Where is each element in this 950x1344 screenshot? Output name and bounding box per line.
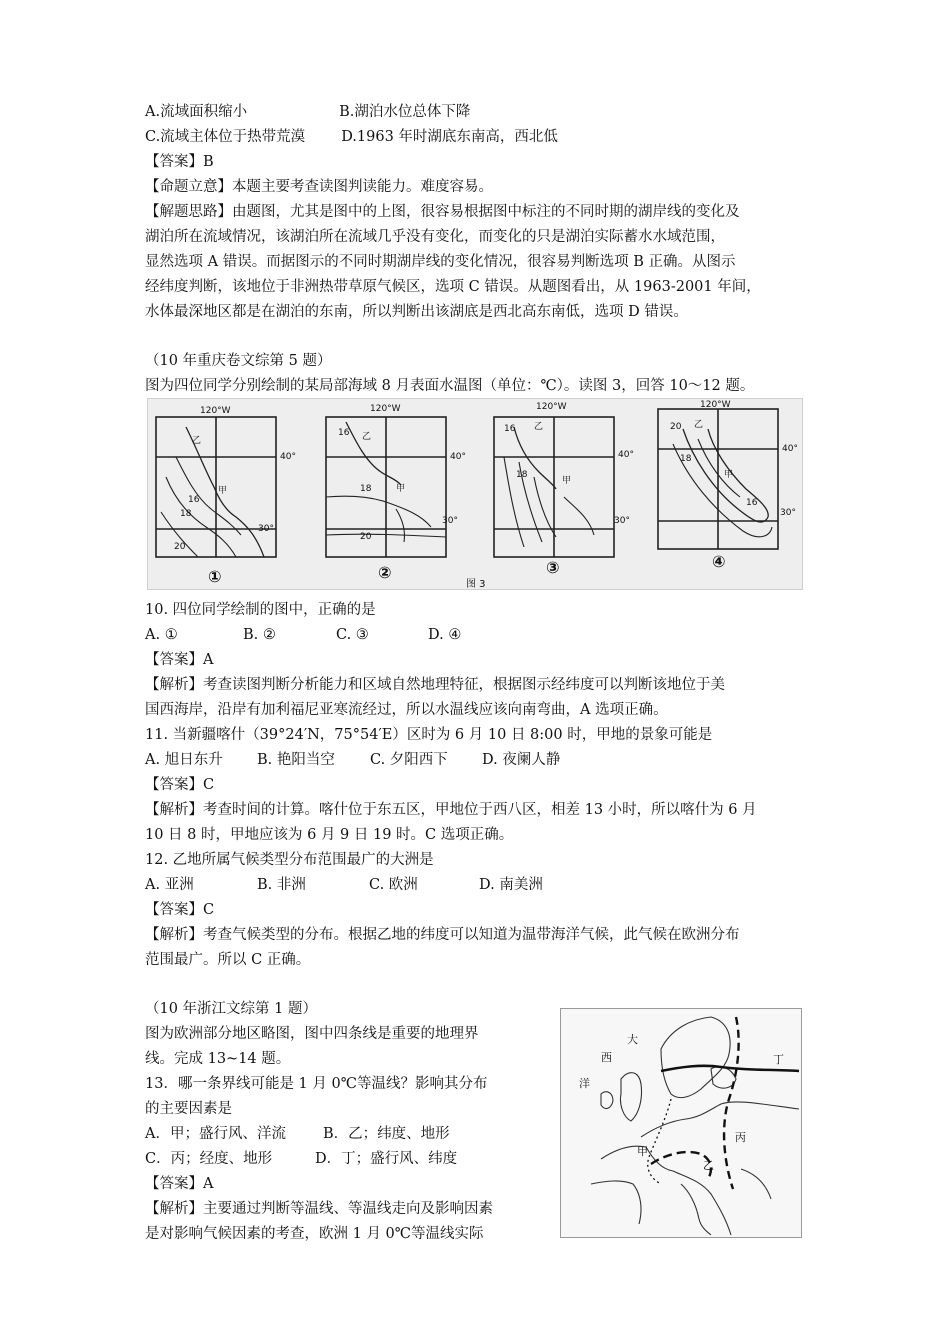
q10-analysis-line: 国西海岸，沿岸有加利福尼亚寒流经过，所以水温线应该向南弯曲，A 选项正确。	[145, 702, 668, 718]
lon-label: 120°W	[200, 406, 231, 416]
option-b: B．乙；纬度、地形	[323, 1126, 450, 1142]
q-prev-analysis-line: 湖泊所在流域情况，该湖泊所在流域几乎没有变化，而变化的只是湖泊实际蓄水水域范围，	[145, 229, 725, 245]
map-number: ②	[378, 563, 392, 582]
map-number: ④	[712, 552, 726, 571]
isotherm-label: 18	[360, 484, 372, 494]
q13-stem-line: 13．哪一条界线可能是 1 月 0℃等温线？影响其分布	[145, 1076, 488, 1092]
q11-answer: 【答案】C	[145, 777, 215, 793]
isotherm-label: 18	[180, 509, 192, 519]
isotherm-label: 18	[680, 454, 692, 464]
section-source: （10 年浙江文综第 1 题）	[145, 1001, 318, 1017]
q10-options	[145, 625, 461, 645]
q13-options-cd	[145, 1149, 457, 1169]
lat-label: 40°	[450, 452, 466, 462]
q12-answer: 【答案】C	[145, 902, 215, 918]
lon-label: 120°W	[536, 402, 567, 412]
map-3	[494, 417, 614, 557]
section-intro: 图为四位同学分别绘制的某局部海域 8 月表面水温图（单位：℃）。读图 3，回答 10～12 题。	[145, 378, 755, 394]
lon-label: 120°W	[700, 400, 731, 410]
location-jia: 甲	[218, 486, 228, 496]
option-b: B. ②	[243, 627, 276, 643]
q11-analysis-line: 10 日 8 时，甲地应该为 6 月 9 日 19 时。C 选项正确。	[145, 827, 514, 843]
map-label-yi: 乙	[703, 1159, 714, 1172]
q-prev-options-ab	[145, 102, 470, 122]
lat-label: 30°	[780, 508, 796, 518]
location-jia: 甲	[562, 476, 572, 486]
lat-label: 30°	[614, 516, 630, 526]
location-yi: 乙	[534, 422, 544, 432]
q11-stem: 11. 当新疆喀什（39°24′N，75°54′E）区时为 6 月 10 日 8:00 时，甲地的景象可能是	[145, 727, 713, 743]
q-prev-options-cd	[145, 127, 558, 147]
option-b: B. 非洲	[257, 877, 306, 893]
isotherm-label: 16	[338, 428, 350, 438]
option-c: C．丙；经度、地形	[145, 1151, 273, 1167]
map-label-ding: 丁	[773, 1053, 784, 1066]
option-d: D. ④	[428, 627, 462, 643]
isotherm-label: 20	[670, 422, 682, 432]
section-source: （10 年重庆卷文综第 5 题）	[145, 353, 332, 369]
lat-label: 30°	[258, 524, 274, 534]
q11-analysis-line: 【解析】考查时间的计算。喀什位于东五区，甲地位于西八区，相差 13 小时，所以喀什为 6 月	[145, 802, 757, 818]
figure-caption: 图 3	[466, 579, 486, 589]
isotherm-label: 16	[746, 498, 758, 508]
map-label-bing: 丙	[735, 1131, 746, 1144]
option-d: D. 南美洲	[479, 877, 543, 893]
q13-answer: 【答案】A	[145, 1176, 214, 1192]
q12-analysis-line: 【解析】考查气候类型的分布。根据乙地的纬度可以知道为温带海洋气候，此气候在欧洲分布	[145, 927, 740, 943]
q13-analysis-line: 【解析】主要通过判断等温线、等温线走向及影响因素	[145, 1201, 493, 1217]
location-yi: 乙	[192, 436, 202, 446]
isotherm-label: 20	[174, 542, 186, 552]
map-label-da: 大	[627, 1033, 638, 1046]
location-jia: 甲	[724, 470, 734, 480]
q10-analysis-line: 【解析】考查读图判断分析能力和区域自然地理特征，根据图示经纬度可以判断该地位于美	[145, 677, 725, 693]
q13-stem-line: 的主要因素是	[145, 1101, 232, 1117]
option-c: C.流域主体位于热带荒漠	[145, 129, 306, 145]
option-b: B. 艳阳当空	[257, 752, 335, 768]
isotherm-label: 16	[188, 495, 200, 505]
location-yi: 乙	[362, 432, 372, 442]
lat-label: 30°	[442, 516, 458, 526]
option-a: A. ①	[145, 627, 178, 643]
option-a: A.流域面积缩小	[145, 104, 248, 120]
map-label-jia: 甲	[637, 1145, 648, 1158]
isotherm-label: 16	[504, 424, 516, 434]
option-d: D. 夜阑人静	[482, 752, 561, 768]
option-c: C. 夕阳西下	[370, 752, 448, 768]
option-c: C. 欧洲	[369, 877, 418, 893]
lat-label: 40°	[618, 450, 634, 460]
location-jia: 甲	[396, 484, 406, 494]
q-prev-analysis-line: 【解题思路】由题图，尤其是图中的上图，很容易根据图中标注的不同时期的湖岸线的变化及	[145, 204, 740, 220]
q13-analysis-line: 是对影响气候因素的考查，欧洲 1 月 0℃等温线实际	[145, 1226, 484, 1242]
map-label-yang: 洋	[579, 1077, 590, 1090]
lat-label: 40°	[782, 444, 798, 454]
map-number: ①	[208, 567, 222, 586]
europe-map-figure	[560, 1008, 802, 1238]
lon-label: 120°W	[370, 404, 401, 414]
q-prev-answer: 【答案】B	[145, 154, 214, 170]
option-d: D.1963 年时湖底东南高，西北低	[341, 129, 558, 145]
q12-analysis-line: 范围最广。所以 C 正确。	[145, 952, 311, 968]
map-1	[156, 417, 276, 557]
q-prev-analysis-line: 显然选项 A 错误。而据图示的不同时期湖岸线的变化情况，很容易判断选项 B 正确。从图示	[145, 254, 736, 270]
isotherm-label: 18	[516, 470, 528, 480]
map-2	[326, 417, 446, 557]
map-number: ③	[546, 558, 560, 577]
section-intro-line: 线。完成 13~14 题。	[145, 1051, 291, 1067]
map-label-xi: 西	[601, 1051, 612, 1064]
location-yi: 乙	[694, 420, 704, 430]
section-intro-line: 图为欧洲部分地区略图，图中四条线是重要的地理界	[145, 1026, 479, 1042]
q-prev-analysis-line: 水体最深地区都是在湖泊的东南，所以判断出该湖底是西北高东南低，选项 D 错误。	[145, 304, 688, 320]
option-a: A. 亚洲	[145, 877, 194, 893]
option-c: C. ③	[336, 627, 369, 643]
q11-options	[145, 750, 560, 770]
q-prev-analysis-line: 经纬度判断，该地位于非洲热带草原气候区，选项 C 错误。从题图看出，从 1963-2001 年间，	[145, 279, 761, 295]
isotherm-maps-figure	[147, 398, 803, 590]
q13-options-ab	[145, 1124, 450, 1144]
q10-stem: 10. 四位同学绘制的图中，正确的是	[145, 602, 376, 618]
q12-options	[145, 875, 543, 895]
option-b: B.湖泊水位总体下降	[339, 104, 471, 120]
q-prev-intent: 【命题立意】本题主要考查读图判读能力。难度容易。	[145, 179, 493, 195]
isotherm-label: 20	[360, 532, 372, 542]
q10-answer: 【答案】A	[145, 652, 214, 668]
option-a: A．甲；盛行风、洋流	[145, 1126, 286, 1142]
option-d: D．丁；盛行风、纬度	[315, 1151, 458, 1167]
option-a: A. 旭日东升	[145, 752, 223, 768]
lat-label: 40°	[280, 452, 296, 462]
q12-stem: 12. 乙地所属气候类型分布范围最广的大洲是	[145, 852, 434, 868]
